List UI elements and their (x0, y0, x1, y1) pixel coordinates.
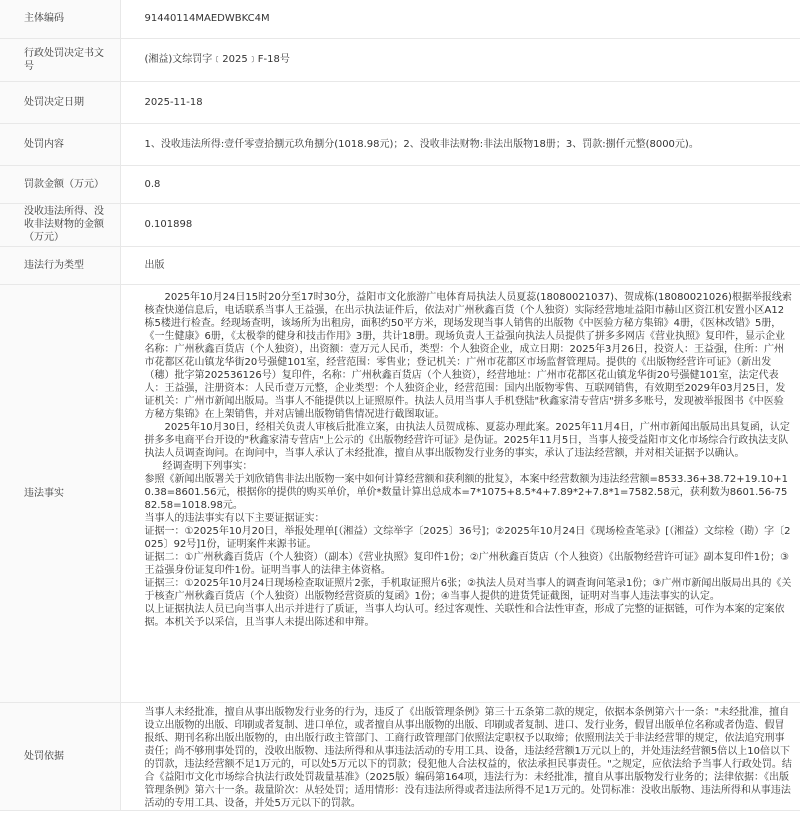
row-value: 出版 (120, 246, 800, 284)
facts-paragraph: 以上证据执法人员已向当事人出示并进行了质证，当事人均认可。经过客观性、关联性和合法性审查，形成了完整的证据链，可作为本案的定案依据。本机关予以采信，且当事人未提出陈述和申辩。 (144, 603, 785, 628)
row-label: 没收违法所得、没收非法财物的金额（万元） (0, 203, 120, 246)
facts-paragraph: 经调查明下列事实： (162, 460, 253, 472)
facts-text (120, 284, 800, 702)
facts-paragraph: 当事人的违法事实有以下主要证据证实： (144, 512, 325, 524)
evidence-item: 证据三：①2025年10月24日现场检查取证照片2张，手机取证照片6张；②执法人员对当事人的调查询问笔录1份；③广州市新闻出版局出具的《关于核查广州秋鑫百货店（个人独资）出版物经营资质的复函》1份；④当事人提供的进货凭证截图，证明对当事人违法事实的认定。 (144, 577, 792, 602)
row-value: 1、没收违法所得:壹仟零壹拾捌元玖角捌分(1018.98元)；2、没收非法财物:非法出版物18册；3、罚款:捌仟元整(8000元)。 (120, 123, 800, 165)
facts-paragraph: 参照《新闻出版署关于刘欣销售非法出版物一案中如何计算经营额和获利额的批复》，本案中经营数额为违法经营额=8533.36+38.72+19.10+10.38=8601.56元，根据你的提供的购买单价，单价*数量计算出总成本=7*1075+8.5*4+7.89*2+7.8*1=7582.58元，获利数为8601.56-7582.58=1018.98元。 (144, 473, 788, 511)
row-illegal-facts (0, 284, 800, 702)
row-label: 行政处罚决定书文号 (0, 38, 120, 81)
row-confiscation-amount (0, 203, 800, 246)
row-penalty-content (0, 123, 800, 165)
row-violation-type (0, 246, 800, 284)
row-entity-code (0, 0, 800, 38)
row-value: 0.101898 (120, 203, 800, 246)
row-value: 2025-11-18 (120, 81, 800, 123)
basis-text (120, 702, 800, 810)
row-decision-date (0, 81, 800, 123)
row-value: 0.8 (120, 165, 800, 203)
row-value: 91440114MAEDWBKC4M (120, 0, 800, 38)
row-label: 处罚依据 (0, 702, 120, 810)
facts-paragraph: 2025年10月24日15时20分至17时30分，益阳市文化旅游广电体育局执法人员夏蕊(18080021037)、贺成栋(18080021026)根据举报线索核查快递信息后，电话联系当事人王益强，在出示执法证件后，依法对广州秋鑫百货（个人独资）实际经营地址益阳市赫山区资江机安置小区A12栋5楼进行检查。经现场查明，该场所为出租房，面积约50平方米，现场发现当事人销售的出版物《中医验方秘方集锦》4册，《医林改错》5册，《一生健康》6册，《太极拳的健身和技击作用》3册，共计18册。现场负责人王益强向执法人员提供了拼多多网店《营业执照》复印件，显示企业名称：广州秋鑫百货店（个人独资），出资额：壹万元人民币，类型：个人独资企业，成立日期：2025年3月26日，投资人：王益强，住所：广州市花都区花山镇龙华街20号强健101室，经营范围：零售业；登记机关：广州市花都区市场监督管理局。提供的《出版物经营许可证》（新出发（穗）批字第2025361​26号）复印件，名称：广州秋鑫百货店（个人独资），经营地址：广州市花都区花山镇龙华街20号强健101室，法定代表人：王益强，注册资本：人民币壹万元整，企业类型：个人独资企业，经营范围：国内出版物零售、互联网销售，有效期至2029年03月25日，发证机关：广州市新闻出版局。当事人不能提供以上证照原件。执法人员用当事人手机登陆"秋鑫家清专营店"拼多多账号，发现被举报图书《中医验方秘方集锦》在上架销售，并对店铺出版物销售情况进行截图取证。 (144, 291, 792, 420)
row-label: 主体编码 (0, 0, 120, 38)
row-label: 违法行为类型 (0, 246, 120, 284)
row-label: 处罚决定日期 (0, 81, 120, 123)
evidence-item: 证据二：①广州秋鑫百货店（个人独资）（副本）《营业执照》复印件1份；②广州秋鑫百货店（个人独资）《出版物经营许可证》副本复印件1份；③王益强身份证复印件1份。证明当事人的法律主体资格。 (144, 551, 790, 576)
basis-paragraph: 当事人未经批准，擅自从事出版物发行业务的行为，违反了《出版管理条例》第三十五条第二款的规定，依据本条例第六十一条："未经批准，擅自设立出版物的出版、印刷或者复制、进口单位，或者擅自从事出版物的出版、印刷或者复制、进口、发行业务，假冒出版单位名称或者伪造、假冒报纸、期刊名称出版出版物的，由出版行政主管部门、工商行政管理部门依照法定职权予以取缔；依照刑法关于非法经营罪的规定，依法追究刑事责任；尚不够刑事处罚的，没收出版物、违法所得和从事违法活动的专用工具、设备，违法经营额1万元以上的，并处违法经营额5倍以上10倍以下的罚款，违法经营额不足1万元的，可以处5万元以下的罚款；侵犯他人合法权益的，依法承担民事责任。"之规定，应依法给予当事人行政处罚。结合《益阳市文化市场综合执法行政处罚裁量基准》（2025版）编码第164项，违法行为：未经批准，擅自从事出版物发行业务的；法律依据：《出版管理条例》第六十一条。裁量阶次：从轻处罚；适用情形：没有违法所得或者违法所得不足1万元的。处罚标准：没收出版物、违法所得和从事违法活动的专用工具、设备，并处5万元以下的罚款。 (144, 706, 792, 809)
row-penalty-basis (0, 702, 800, 810)
evidence-item: 证据一：①2025年10月20日，举报处理单[（湘益）文综举字〔2025〕36号]；②2025年10月24日《现场检查笔录》[（湘益）文综检（勘）字〔2025〕92号]1份，证明案件来源书证。 (144, 525, 791, 550)
row-value: (湘益)文综罚字﹝2025﹞F-18号 (120, 38, 800, 81)
facts-paragraph: 2025年10月30日，经相关负责人审核后批准立案，由执法人员贺成栋、夏蕊办理此案。2025年11月4日，广州市新闻出版局出具复函，认定拼多多电商平台开设的"秋鑫家清专营店"上公示的《出版物经营许可证》是伪证。2025年11月5日，当事人接受益阳市文化市场综合行政执法支队执法人员调查询问。在询问中，当事人承认了未经批准，擅自从事出版物发行业务的事实，承认了违法经营额，并对相关证据予以确认。 (144, 421, 790, 459)
row-label: 处罚内容 (0, 123, 120, 165)
row-label: 违法事实 (0, 284, 120, 702)
row-decision-number (0, 38, 800, 81)
row-fine-amount (0, 165, 800, 203)
row-label: 罚款金额（万元） (0, 165, 120, 203)
